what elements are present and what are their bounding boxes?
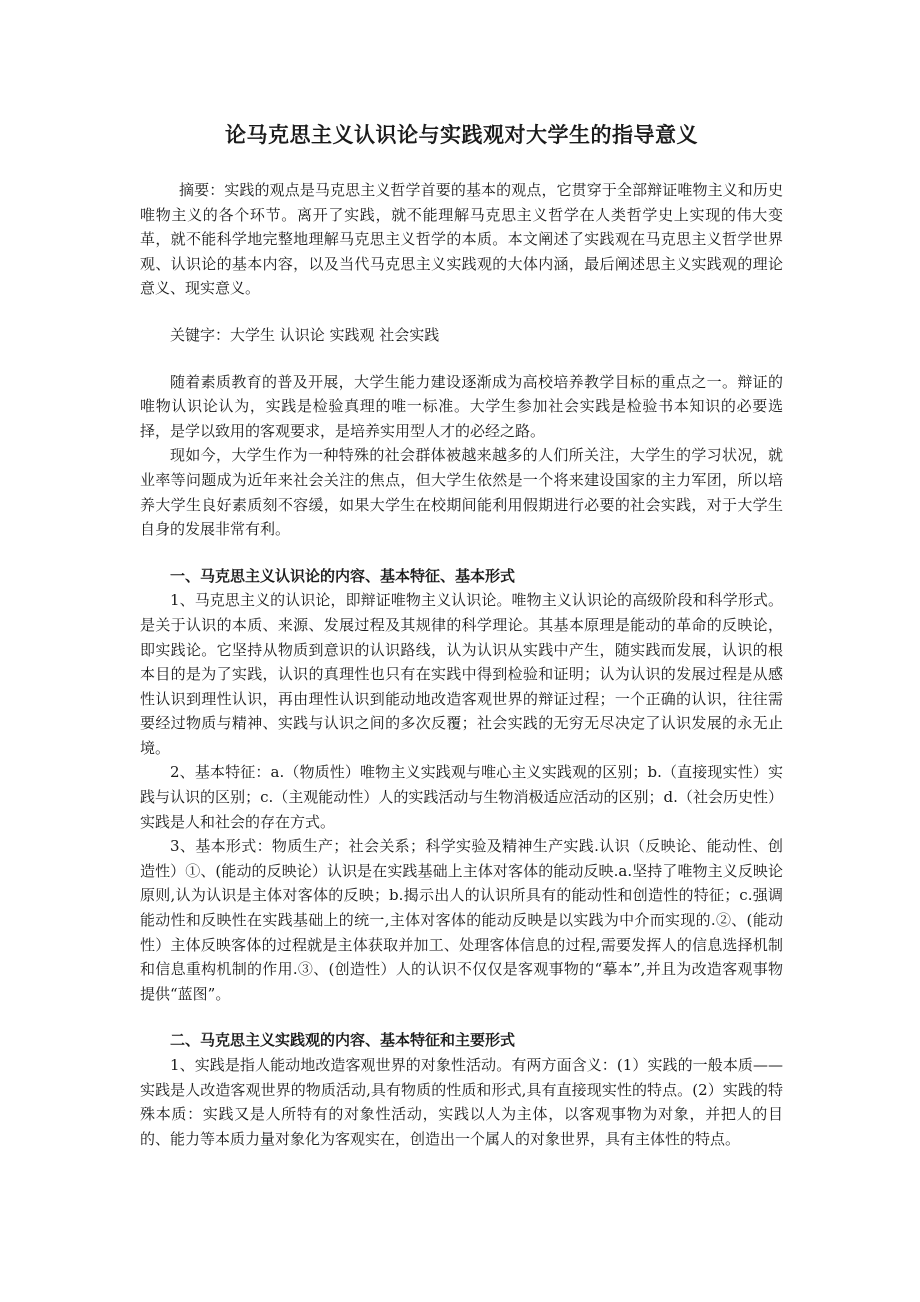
section1-paragraph-1: 1、马克思主义的认识论，即辩证唯物主义认识论。唯物主义认识论的高级阶段和科学形式。是关于认识的本质、来源、发展过程及其规律的科学理论。其基本原理是能动的革命的反映论，即实践论。它坚持从物质到意识的认识路线，认为认识从实践中产生，随实践而发展，认识的根本目的是为了实践，认识的真理性也只有在实践中得到检验和证明；认为认识的发展过程是从感性认识到理性认识，再由理性认识到能动地改造客观世界的辩证过程；一个正确的认识，往往需要经过物质与精神、实践与认识之间的多次反覆；社会实践的无穷无尽决定了认识发展的永无止境。 — [140, 591, 783, 757]
section-heading-2: 二、马克思主义实践观的内容、基本特征和主要形式 — [170, 1031, 516, 1050]
section1-paragraph-3: 3、基本形式：物质生产；社会关系；科学实验及精神生产实践.认识（反映论、能动性、创造性）①、(能动的反映论）认识是在实践基础上主体对客体的能动反映.a.坚持了唯物主义反映论原则,认为认识是主体对客体的反映；b.揭示出人的认识所具有的能动性和创造性的特征；c.强调能动性和反映性在实践基础上的统一,主体对客体的能动反映是以实践为中介而实现的.②、(能动性）主体反映客体的过程就是主体获取并加工、处理客体信息的过程,需要发挥人的信息选择机制和信息重构机制的作用.③、(创造性）人的认识不仅仅是客观事物的“摹本”,并且为改造客观事物提供“蓝图”。 — [140, 837, 783, 1003]
document-title: 论马克思主义认识论与实践观对大学生的指导意义 — [225, 123, 698, 147]
section2-paragraph-1: 1、实践是指人能动地改造客观世界的对象性活动。有两方面含义：(1）实践的一般本质——实践是人改造客观世界的物质活动,具有物质的性质和形式,具有直接现实性的特点。(2）实践的特殊本质：实践又是人所特有的对象性活动，实践以人为主体，以客观事物为对象，并把人的目的、能力等本质力量对象化为客观实在，创造出一个属人的对象世界，具有主体性的特点。 — [140, 1056, 783, 1148]
intro-paragraph-1: 随着素质教育的普及开展，大学生能力建设逐渐成为高校培养教学目标的重点之一。辩证的唯物认识论认为，实践是检验真理的唯一标准。大学生参加社会实践是检验书本知识的必要选择，是学以致用的客观要求，是培养实用型人才的必经之路。 — [140, 372, 783, 440]
abstract-paragraph: 摘要：实践的观点是马克思主义哲学首要的基本的观点，它贯穿于全部辩证唯物主义和历史唯物主义的各个环节。离开了实践，就不能理解马克思主义哲学在人类哲学史上实现的伟大变革，就不能科学地完整地理解马克思主义哲学的本质。本文阐述了实践观在马克思主义哲学世界观、认识论的基本内容，以及当代马克思主义实践观的大体内涵，最后阐述思主义实践观的理论意义、现实意义。 — [140, 181, 783, 298]
section-heading-1: 一、马克思主义认识论的内容、基本特征、基本形式 — [170, 566, 516, 585]
intro-paragraph-2: 现如今，大学生作为一种特殊的社会群体被越来越多的人们所关注，大学生的学习状况，就业率等问题成为近年来社会关注的焦点，但大学生依然是一个将来建设国家的主力军团，所以培养大学生良好素质刻不容缓，如果大学生在校期间能利用假期进行必要的社会实践，对于大学生自身的发展非常有利。 — [140, 446, 783, 539]
section1-paragraph-2: 2、基本特征：a.（物质性）唯物主义实践观与唯心主义实践观的区别；b.（直接现实性）实践与认识的区别；c.（主观能动性）人的实践活动与生物消极适应活动的区别；d.（社会历史性）实践是人和社会的存在方式。 — [140, 763, 783, 831]
keywords-line: 关键字：大学生 认识论 实践观 社会实践 — [170, 325, 440, 344]
document-page — [140, 118, 783, 1151]
